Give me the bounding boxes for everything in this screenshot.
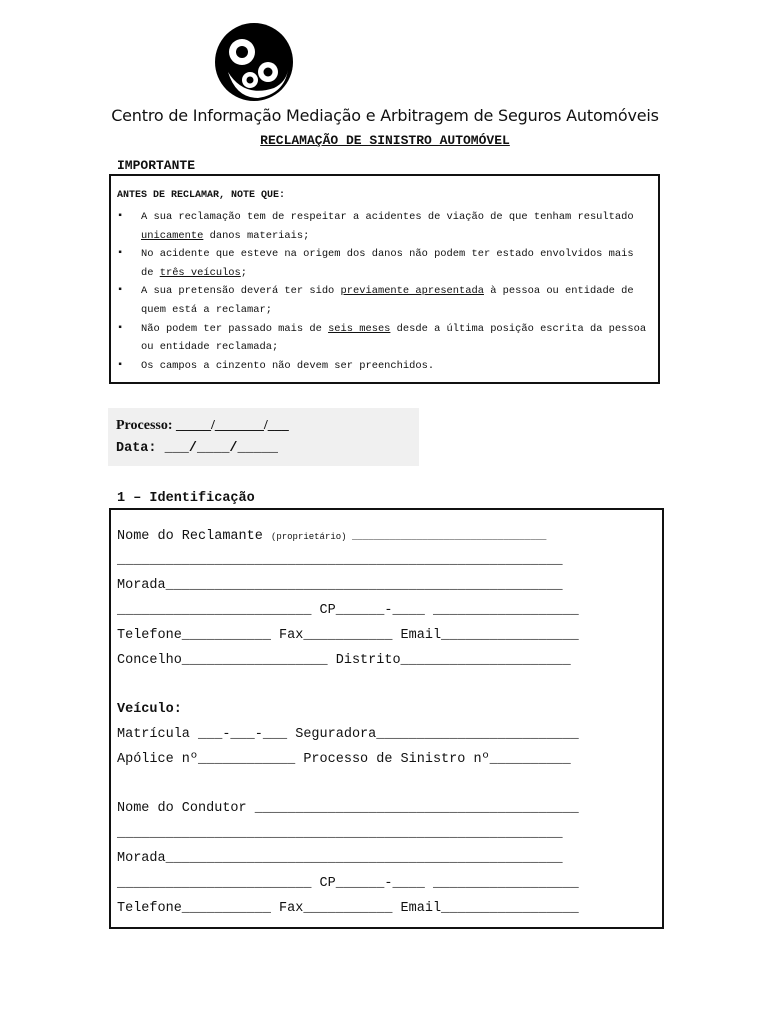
apolice-processo-fields[interactable]: Apólice nº____________ Processo de Sinistro nº__________: [117, 752, 571, 767]
veiculo-label: Veículo:: [117, 702, 182, 717]
cp-field[interactable]: ________________________ CP______-____ __________________: [117, 603, 579, 618]
notice-item: ▪ A sua pretensão deverá ter sido previamente apresentada à pessoa ou entidade de quem está a reclamar;: [117, 282, 647, 319]
contact-fields[interactable]: Telefone___________ Fax___________ Email_________________: [117, 628, 579, 643]
bullet-icon: ▪: [117, 248, 124, 260]
important-label: IMPORTANTE: [117, 158, 196, 173]
notice-item: ▪ Não podem ter passado mais de seis meses desde a última posição escrita da pessoa ou entidade reclamada;: [117, 320, 647, 357]
notice-item: ▪ No acidente que esteve na origem dos danos não podem ter estado envolvidos mais de três veículos;: [117, 245, 647, 282]
processo-field[interactable]: Processo: _____/_______/___: [116, 418, 289, 433]
organization-name: Centro de Informação Mediação e Arbitragem de Seguros Automóveis: [111, 106, 659, 125]
concelho-distrito-fields[interactable]: Concelho__________________ Distrito_____________________: [117, 653, 571, 668]
notice-item: ▪ A sua reclamação tem de respeitar a acidentes de viação de que tenham resultado unicamente danos materiais;: [117, 208, 647, 245]
nome-reclamante-continuation[interactable]: _______________________________________________________: [117, 553, 563, 568]
process-box: [108, 408, 419, 466]
morada-field[interactable]: Morada_________________________________________________: [117, 578, 563, 593]
condutor-cp-field[interactable]: ________________________ CP______-____ __________________: [117, 876, 579, 891]
nome-condutor-field[interactable]: Nome do Condutor ________________________________________: [117, 801, 579, 816]
data-field[interactable]: Data: ___/____/_____: [116, 441, 279, 456]
bullet-icon: ▪: [117, 322, 124, 334]
bullet-icon: ▪: [117, 359, 124, 371]
bullet-icon: ▪: [117, 211, 124, 222]
matricula-seguradora-fields[interactable]: Matrícula ___-___-___ Seguradora_________________________: [117, 727, 579, 742]
condutor-morada-field[interactable]: Morada_________________________________________________: [117, 851, 563, 866]
ciमasa-logo-icon: [214, 22, 294, 102]
notice-heading: ANTES DE RECLAMAR, NOTE QUE:: [117, 190, 286, 201]
bullet-icon: ▪: [117, 285, 124, 297]
notice-box: [109, 174, 660, 384]
document-title: RECLAMAÇÃO DE SINISTRO AUTOMÓVEL: [260, 133, 510, 148]
identification-form: [109, 508, 664, 929]
notice-list: [117, 208, 647, 375]
nome-reclamante-field[interactable]: Nome do Reclamante (proprietário) ____________________________________: [117, 529, 547, 544]
condutor-contact-fields[interactable]: Telefone___________ Fax___________ Email_________________: [117, 901, 579, 916]
notice-item: ▪ Os campos a cinzento não devem ser preenchidos.: [117, 357, 647, 376]
nome-condutor-continuation[interactable]: _______________________________________________________: [117, 826, 563, 841]
section-title: 1 – Identificação: [117, 491, 255, 506]
